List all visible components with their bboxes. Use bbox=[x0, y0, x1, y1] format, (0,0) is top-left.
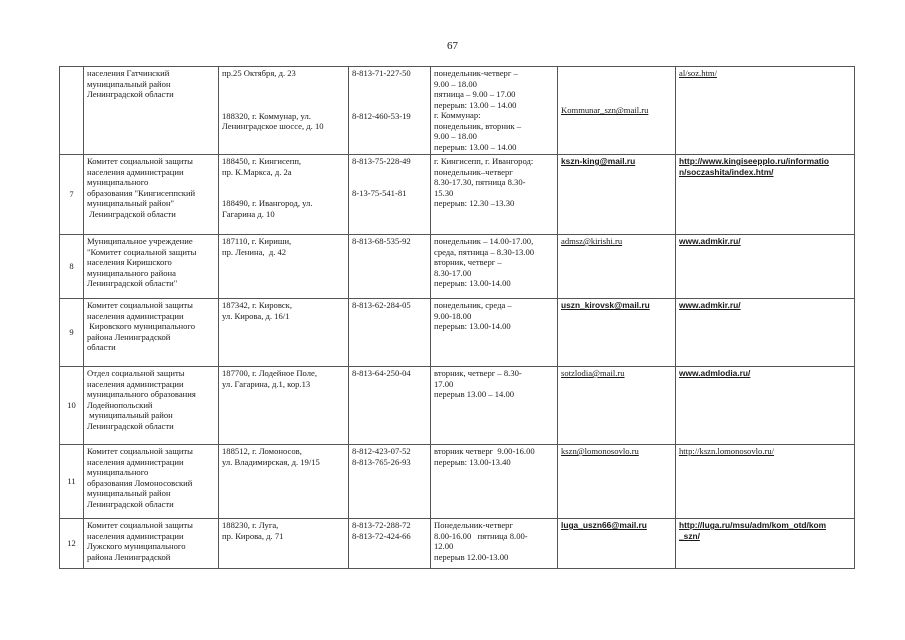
organization-line: населения администрации bbox=[87, 310, 184, 321]
hours-line: понедельник-четверг – bbox=[434, 68, 518, 78]
spacer bbox=[352, 167, 427, 188]
hours-line: перерыв: 13.00-14.00 bbox=[434, 278, 511, 288]
phone-number: 8-813-68-535-92 bbox=[352, 236, 411, 246]
organization-line: муниципального bbox=[87, 177, 149, 187]
hours-cell bbox=[431, 235, 558, 299]
organization-line: муниципальный район bbox=[87, 410, 173, 420]
organization-line: населения администрации bbox=[87, 530, 184, 541]
hours-line: 8.30-17.00 bbox=[434, 267, 472, 278]
address-line: 188512, г. Ломоносов, bbox=[222, 446, 302, 456]
phone-cell bbox=[349, 367, 431, 445]
page-number: 67 bbox=[447, 40, 458, 52]
phone-number: 8-813-71-227-50 bbox=[352, 68, 411, 78]
hours-line: 12.00 bbox=[434, 541, 454, 551]
table-row bbox=[60, 445, 855, 519]
website-link[interactable]: http://www.kingiseepplo.ru/informatio bbox=[679, 156, 829, 166]
organization-cell bbox=[84, 67, 219, 155]
address-line: 188490, г. Ивангород, ул. bbox=[222, 198, 313, 208]
website-cell bbox=[676, 445, 855, 519]
table-row bbox=[60, 155, 855, 235]
organization-line: Лужского муниципального bbox=[87, 541, 186, 551]
website-link[interactable]: www.admkir.ru/ bbox=[679, 236, 741, 246]
hours-line: среда, пятница – 8.30-13.00 bbox=[434, 246, 535, 257]
row-number: 11 bbox=[60, 445, 84, 519]
hours-line: перерыв 13.00 – 14.00 bbox=[434, 389, 515, 399]
address-line: ул. Кирова, д. 16/1 bbox=[222, 310, 290, 321]
phone-cell bbox=[349, 445, 431, 519]
hours-line: перерыв: 13.00-13.40 bbox=[434, 456, 511, 467]
organization-line: муниципальный район" bbox=[87, 198, 175, 208]
organization-line: Лодейнопольский bbox=[87, 399, 153, 410]
email-link[interactable]: sotzlodia@mail.ru bbox=[561, 368, 625, 378]
hours-line: вторник, четверг – bbox=[434, 257, 502, 267]
phone-number: 8-813-765-26-93 bbox=[352, 456, 411, 467]
organization-line: образования Ломоносовский bbox=[87, 477, 193, 488]
hours-line: 9.00-18.00 bbox=[434, 310, 472, 321]
hours-line: перерыв: 13.00 – 14.00 bbox=[434, 99, 517, 110]
email-link[interactable]: luga_uszn66@mail.ru bbox=[561, 520, 647, 530]
address-line: 187110, г. Кириши, bbox=[222, 236, 292, 246]
phone-cell bbox=[349, 299, 431, 367]
address-line: 188450, г. Кингисепп, bbox=[222, 156, 302, 166]
hours-line: перерыв 12.00-13.00 bbox=[434, 551, 509, 562]
hours-line: понедельник, среда – bbox=[434, 300, 512, 310]
organization-line: муниципального bbox=[87, 467, 149, 477]
organization-cell bbox=[84, 155, 219, 235]
email-cell bbox=[558, 235, 676, 299]
table-row bbox=[60, 67, 855, 155]
phone-number: 8-813-75-228-49 bbox=[352, 156, 411, 166]
phone-number: 8-812-460-53-19 bbox=[352, 110, 411, 121]
address-line: ул. Владимирская, д. 19/15 bbox=[222, 456, 320, 467]
email-cell bbox=[558, 519, 676, 569]
organization-line: Ленинградской области bbox=[87, 208, 176, 219]
email-cell bbox=[558, 155, 676, 235]
address-cell bbox=[219, 235, 349, 299]
email-link[interactable]: uszn_kirovsk@mail.ru bbox=[561, 300, 650, 310]
organization-line: муниципальный район bbox=[87, 488, 171, 498]
address-line: Ленинградское шоссе, д. 10 bbox=[222, 121, 324, 131]
email-link[interactable]: kszn@lomonosovlo.ru bbox=[561, 446, 639, 456]
hours-line: 15.30 bbox=[434, 187, 454, 198]
spacer bbox=[222, 177, 345, 198]
organization-line: населения Киришского bbox=[87, 257, 172, 267]
spacer bbox=[352, 79, 427, 111]
hours-line: Понедельник-четверг bbox=[434, 520, 513, 530]
organization-line: образования "Кингисеппский bbox=[87, 187, 196, 198]
hours-cell bbox=[431, 367, 558, 445]
phone-cell bbox=[349, 155, 431, 235]
website-cell bbox=[676, 519, 855, 569]
hours-cell bbox=[431, 519, 558, 569]
organization-line: Комитет социальной защиты bbox=[87, 446, 193, 456]
hours-line: понедельник–четверг bbox=[434, 166, 513, 177]
hours-line: 8.30-17.30, пятница 8.30- bbox=[434, 177, 526, 187]
organization-line: Отдел социальной защиты bbox=[87, 368, 185, 378]
email-link[interactable]: admsz@kirishi.ru bbox=[561, 236, 623, 246]
phone-cell bbox=[349, 67, 431, 155]
email-link[interactable]: Kommunar_szn@mail.ru bbox=[561, 105, 649, 116]
organization-line: населения администрации bbox=[87, 456, 184, 467]
organization-line: Ленинградской области bbox=[87, 498, 174, 509]
address-line: пр. К.Маркса, д. 2а bbox=[222, 166, 292, 177]
address-line: 187700, г. Лодейное Поле, bbox=[222, 368, 317, 378]
organization-cell bbox=[84, 445, 219, 519]
website-cell bbox=[676, 235, 855, 299]
hours-line: перерыв: 13.00 – 14.00 bbox=[434, 141, 517, 152]
organization-line: муниципальный район bbox=[87, 78, 171, 89]
hours-cell bbox=[431, 155, 558, 235]
row-number: 10 bbox=[60, 367, 84, 445]
email-cell bbox=[558, 367, 676, 445]
website-link[interactable]: www.admkir.ru/ bbox=[679, 300, 741, 310]
phone-cell bbox=[349, 519, 431, 569]
hours-line: 17.00 bbox=[434, 378, 454, 389]
hours-line: вторник, четверг – 8.30- bbox=[434, 368, 522, 378]
phone-number: 8-813-72-424-66 bbox=[352, 530, 411, 541]
hours-line: перерыв: 13.00-14.00 bbox=[434, 321, 511, 331]
hours-line: понедельник – 14.00-17.00, bbox=[434, 236, 534, 246]
spacer bbox=[222, 79, 345, 111]
website-link[interactable]: al/soz.htm/ bbox=[679, 68, 717, 78]
organization-line: муниципального района bbox=[87, 267, 176, 278]
address-line: пр. Ленина, д. 42 bbox=[222, 246, 287, 257]
hours-line: перерыв: 12.30 –13.30 bbox=[434, 198, 515, 208]
hours-line: вторник четверг 9.00-16.00 bbox=[434, 446, 535, 456]
table-row bbox=[60, 235, 855, 299]
row-number: 7 bbox=[60, 155, 84, 235]
table-row bbox=[60, 299, 855, 367]
organization-line: области bbox=[87, 342, 116, 352]
hours-line: 9.00 – 18.00 bbox=[434, 78, 477, 89]
organization-line: Муниципальное учреждение bbox=[87, 236, 193, 246]
phone-number: 8-813-72-288-72 bbox=[352, 520, 411, 530]
hours-line: г. Кингисепп, г. Ивангород: bbox=[434, 156, 534, 166]
social-protection-table bbox=[59, 66, 855, 569]
row-number: 9 bbox=[60, 299, 84, 367]
organization-line: населения администрации bbox=[87, 166, 184, 177]
address-cell bbox=[219, 67, 349, 155]
website-link[interactable]: www.admlodia.ru/ bbox=[679, 368, 751, 378]
address-cell bbox=[219, 299, 349, 367]
organization-line: района Ленинградской bbox=[87, 551, 171, 562]
website-cell bbox=[676, 155, 855, 235]
organization-line: населения Гатчинский bbox=[87, 68, 170, 78]
row-number: 12 bbox=[60, 519, 84, 569]
hours-line: 9.00 – 18.00 bbox=[434, 131, 477, 141]
email-cell bbox=[558, 299, 676, 367]
hours-line: понедельник, вторник – bbox=[434, 120, 522, 131]
address-cell bbox=[219, 445, 349, 519]
organization-line: Ленинградской области bbox=[87, 420, 174, 431]
address-cell bbox=[219, 155, 349, 235]
organization-line: района Ленинградской bbox=[87, 331, 171, 342]
address-line: ул. Гагарина, д.1, кор.13 bbox=[222, 378, 311, 389]
email-cell bbox=[558, 445, 676, 519]
address-line: пр. Кирова, д. 71 bbox=[222, 530, 284, 541]
hours-line: пятница – 9.00 – 17.00 bbox=[434, 89, 516, 99]
organization-line: населения администрации bbox=[87, 378, 184, 389]
organization-line: Ленинградской области bbox=[87, 89, 174, 99]
phone-number: 8-13-75-541-81 bbox=[352, 187, 407, 198]
website-cell bbox=[676, 67, 855, 155]
organization-cell bbox=[84, 235, 219, 299]
website-link[interactable]: http://kszn.lomonosovlo.ru/ bbox=[679, 446, 775, 456]
organization-line: Комитет социальной защиты bbox=[87, 156, 193, 166]
organization-line: Кировского муниципального bbox=[87, 321, 196, 331]
organization-line: Ленинградской области" bbox=[87, 278, 178, 288]
row-number bbox=[60, 67, 84, 155]
address-cell bbox=[219, 519, 349, 569]
website-cell bbox=[676, 299, 855, 367]
organization-line: "Комитет социальной защиты bbox=[87, 246, 197, 257]
address-line: 187342, г. Кировск, bbox=[222, 300, 292, 310]
hours-line: 8.00-16.00 пятница 8.00- bbox=[434, 530, 528, 541]
email-cell bbox=[558, 67, 676, 155]
website-link[interactable]: http://luga.ru/msu/adm/kom_otd/kom bbox=[679, 520, 827, 530]
phone-cell bbox=[349, 235, 431, 299]
row-number: 8 bbox=[60, 235, 84, 299]
address-line: 188320, г. Коммунар, ул. bbox=[222, 110, 311, 121]
hours-cell bbox=[431, 445, 558, 519]
hours-cell bbox=[431, 67, 558, 155]
organization-line: муниципального образования bbox=[87, 389, 196, 399]
organization-line: Комитет социальной защиты bbox=[87, 520, 193, 530]
hours-cell bbox=[431, 299, 558, 367]
organization-cell bbox=[84, 299, 219, 367]
table-row bbox=[60, 367, 855, 445]
website-link[interactable]: _szn/ bbox=[679, 530, 700, 541]
organization-cell bbox=[84, 519, 219, 569]
address-line: 188230, г. Луга, bbox=[222, 520, 279, 530]
phone-number: 8-813-62-284-05 bbox=[352, 300, 411, 310]
website-link[interactable]: n/soczashita/index.htm/ bbox=[679, 166, 774, 177]
hours-line: г. Коммунар: bbox=[434, 110, 481, 120]
address-line: Гагарина д. 10 bbox=[222, 208, 275, 219]
phone-number: 8-812-423-07-52 bbox=[352, 446, 411, 456]
organization-line: Комитет социальной защиты bbox=[87, 300, 193, 310]
website-cell bbox=[676, 367, 855, 445]
organization-cell bbox=[84, 367, 219, 445]
email-link[interactable]: kszn-king@mail.ru bbox=[561, 156, 636, 166]
address-line: пр.25 Октября, д. 23 bbox=[222, 68, 296, 78]
address-cell bbox=[219, 367, 349, 445]
table-row bbox=[60, 519, 855, 569]
phone-number: 8-813-64-250-04 bbox=[352, 368, 411, 378]
